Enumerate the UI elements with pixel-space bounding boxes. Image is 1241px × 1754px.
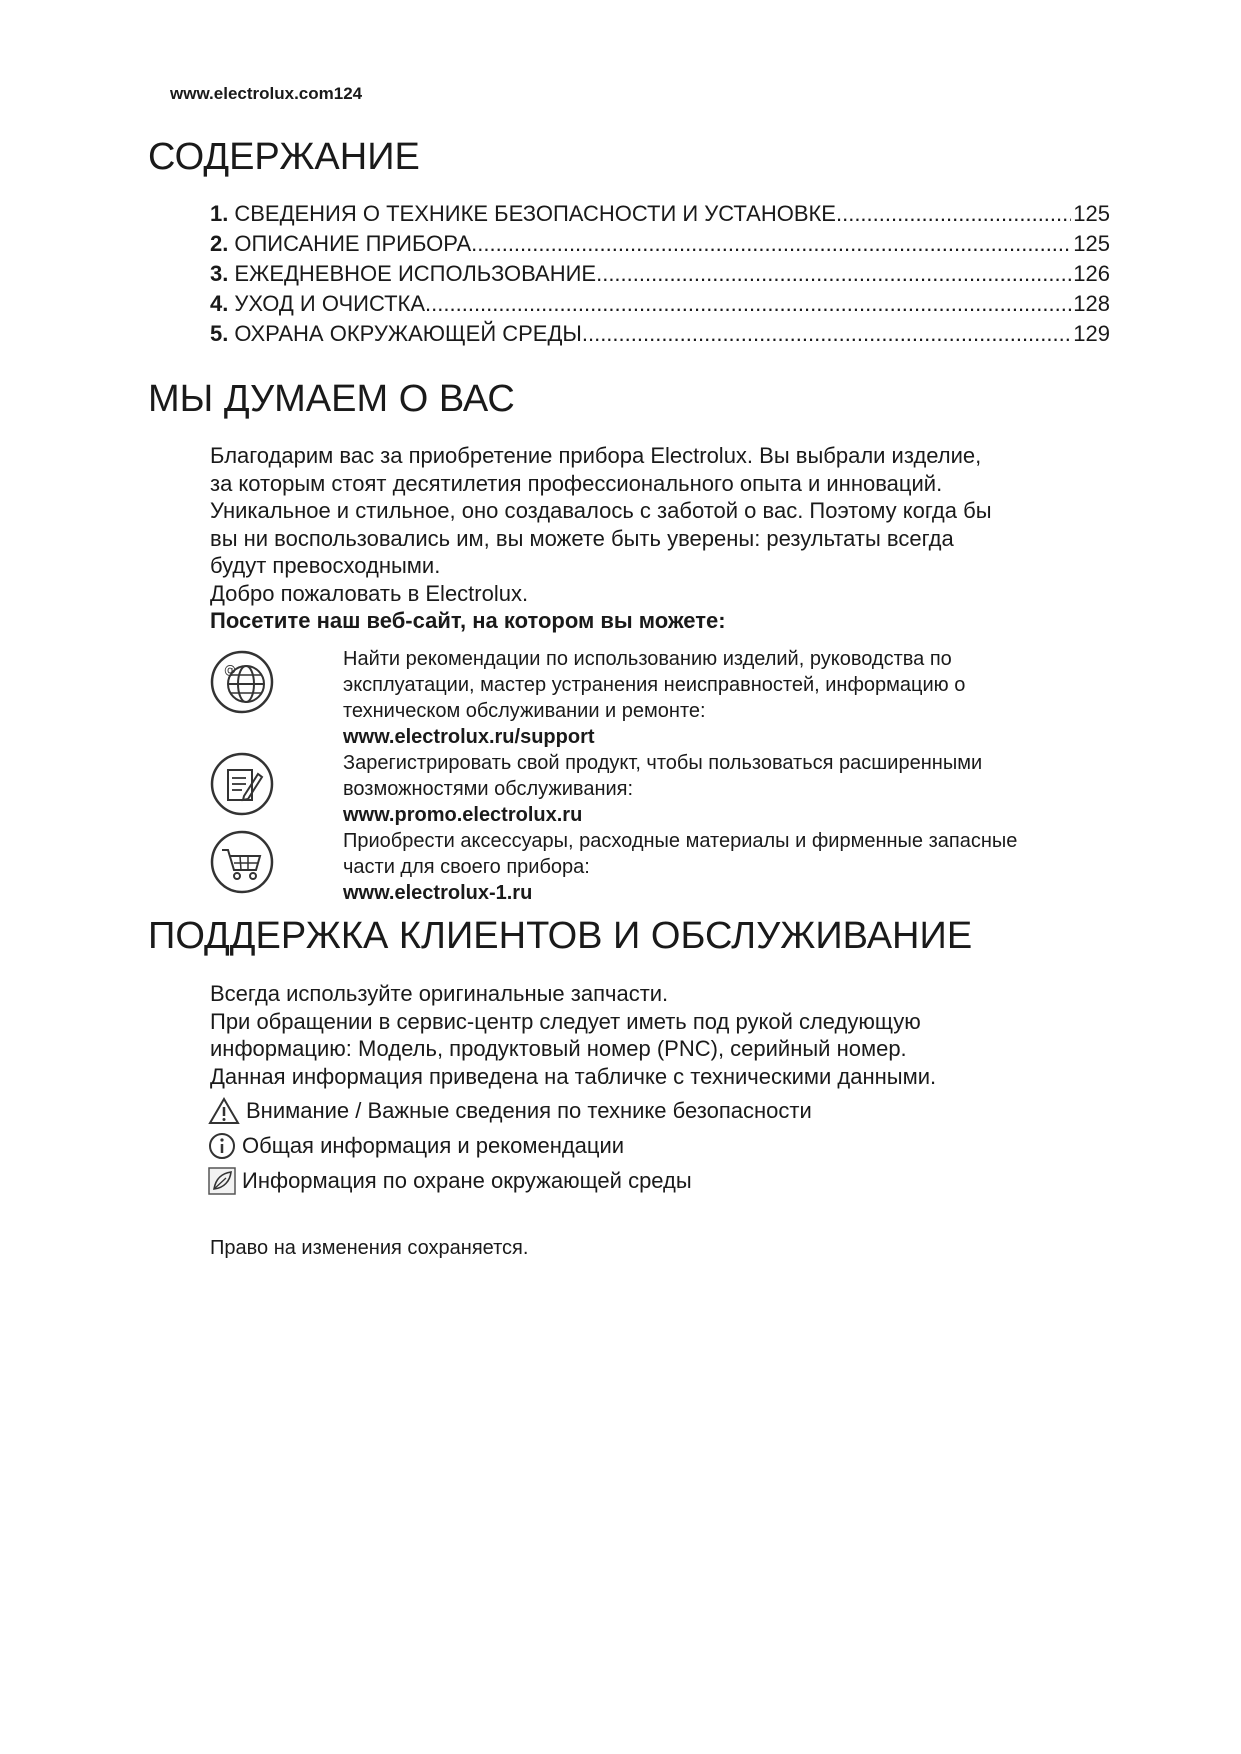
toc-item-number: 5. <box>210 321 229 346</box>
toc-item-title: ОПИСАНИЕ ПРИБОРА <box>234 231 472 256</box>
toc-item-number: 2. <box>210 231 229 256</box>
header-url[interactable]: www.electrolux.com124 <box>170 84 363 103</box>
footer-note: Право на изменения сохраняется. <box>210 1237 529 1259</box>
legend-info <box>208 1131 624 1161</box>
toc-title: СОДЕРЖАНИЕ <box>148 136 420 178</box>
registration-icon <box>210 752 274 816</box>
registration-link[interactable]: www.promo.electrolux.ru <box>343 804 583 826</box>
toc-item-3[interactable] <box>210 259 1110 289</box>
support-title: ПОДДЕРЖКА КЛИЕНТОВ И ОБСЛУЖИВАНИЕ <box>148 915 973 957</box>
toc-item-page: 129 <box>1073 321 1110 346</box>
support-line: Данная информация приведена на табличке с техническими данными. <box>210 1063 937 1089</box>
feature-line: техническом обслуживании и ремонте: <box>343 700 706 722</box>
support-text <box>210 980 1130 1090</box>
toc-item-4[interactable] <box>210 289 1110 319</box>
toc-leader-dots <box>582 319 1071 349</box>
feature-text <box>343 828 1133 906</box>
support-link[interactable]: www.electrolux.ru/support <box>343 726 595 748</box>
toc-item-number: 4. <box>210 291 229 316</box>
toc-item-page: 128 <box>1073 291 1110 316</box>
support-line: Всегда используйте оригинальные запчасти. <box>210 981 669 1006</box>
leaf-icon <box>208 1167 236 1195</box>
warning-icon <box>208 1097 240 1125</box>
feature-line: части для своего прибора: <box>343 856 590 878</box>
about-line: вы ни воспользовались им, вы можете быть уверены: результаты всегда <box>210 525 954 551</box>
toc-leader-dots <box>425 289 1071 319</box>
shop-link[interactable]: www.electrolux-1.ru <box>343 882 533 904</box>
about-title: МЫ ДУМАЕМ О ВАС <box>148 378 515 420</box>
toc-leader-dots <box>471 229 1071 259</box>
feature-line: эксплуатации, мастер устранения неисправностей, информацию о <box>343 674 966 696</box>
feature-line: Приобрести аксессуары, расходные материалы и фирменные запасные <box>343 830 1018 852</box>
globe-icon <box>210 650 274 714</box>
toc-item-5[interactable] <box>210 319 1110 349</box>
toc-item-title: УХОД И ОЧИСТКА <box>234 291 426 316</box>
feature-text <box>343 646 1133 750</box>
legend-label: Внимание / Важные сведения по технике безопасности <box>246 1098 812 1123</box>
support-line: информацию: Модель, продуктовый номер (PNC), серийный номер. <box>210 1036 907 1061</box>
legend-warning <box>208 1096 812 1126</box>
feature-line: возможностями обслуживания: <box>343 778 634 800</box>
toc-item-2[interactable] <box>210 229 1110 259</box>
toc-item-1[interactable] <box>210 199 1110 229</box>
visit-heading: Посетите наш веб-сайт, на котором вы можете: <box>210 608 726 633</box>
feature-line: Найти рекомендации по использованию изделий, руководства по <box>343 648 952 670</box>
toc-item-number: 3. <box>210 261 229 286</box>
about-line: Добро пожаловать в Electrolux. <box>210 580 529 606</box>
feature-text <box>343 750 1133 828</box>
toc-item-page: 125 <box>1073 231 1110 256</box>
toc-leader-dots <box>596 259 1071 289</box>
toc-item-title: СВЕДЕНИЯ О ТЕХНИКЕ БЕЗОПАСНОСТИ И УСТАНОВКЕ <box>234 201 836 226</box>
toc-item-page: 125 <box>1073 201 1110 226</box>
table-of-contents <box>210 199 1110 349</box>
about-line: будут превосходными. <box>210 553 441 578</box>
support-line: При обращении в сервис-центр следует иметь под рукой следующую <box>210 1008 921 1034</box>
about-line: за которым стоят десятилетия профессионального опыта и инноваций. <box>210 470 943 496</box>
toc-item-number: 1. <box>210 201 229 226</box>
toc-item-page: 126 <box>1073 261 1110 286</box>
about-text <box>210 442 1130 635</box>
about-line: Уникальное и стильное, оно создавалось с заботой о вас. Поэтому когда бы <box>210 498 992 523</box>
info-icon <box>208 1132 236 1160</box>
toc-item-title: ОХРАНА ОКРУЖАЮЩЕЙ СРЕДЫ <box>234 321 582 346</box>
feature-line: Зарегистрировать свой продукт, чтобы пользоваться расширенными <box>343 752 983 774</box>
legend-label: Общая информация и рекомендации <box>242 1133 625 1158</box>
svg-text:@: @ <box>224 663 236 677</box>
toc-leader-dots <box>836 199 1071 229</box>
legend-label: Информация по охране окружающей среды <box>242 1168 692 1193</box>
shopping-cart-icon <box>210 830 274 894</box>
legend-environment <box>208 1166 692 1196</box>
toc-item-title: ЕЖЕДНЕВНОЕ ИСПОЛЬЗОВАНИЕ <box>234 261 597 286</box>
about-line: Благодарим вас за приобретение прибора Electrolux. Вы выбрали изделие, <box>210 443 982 468</box>
